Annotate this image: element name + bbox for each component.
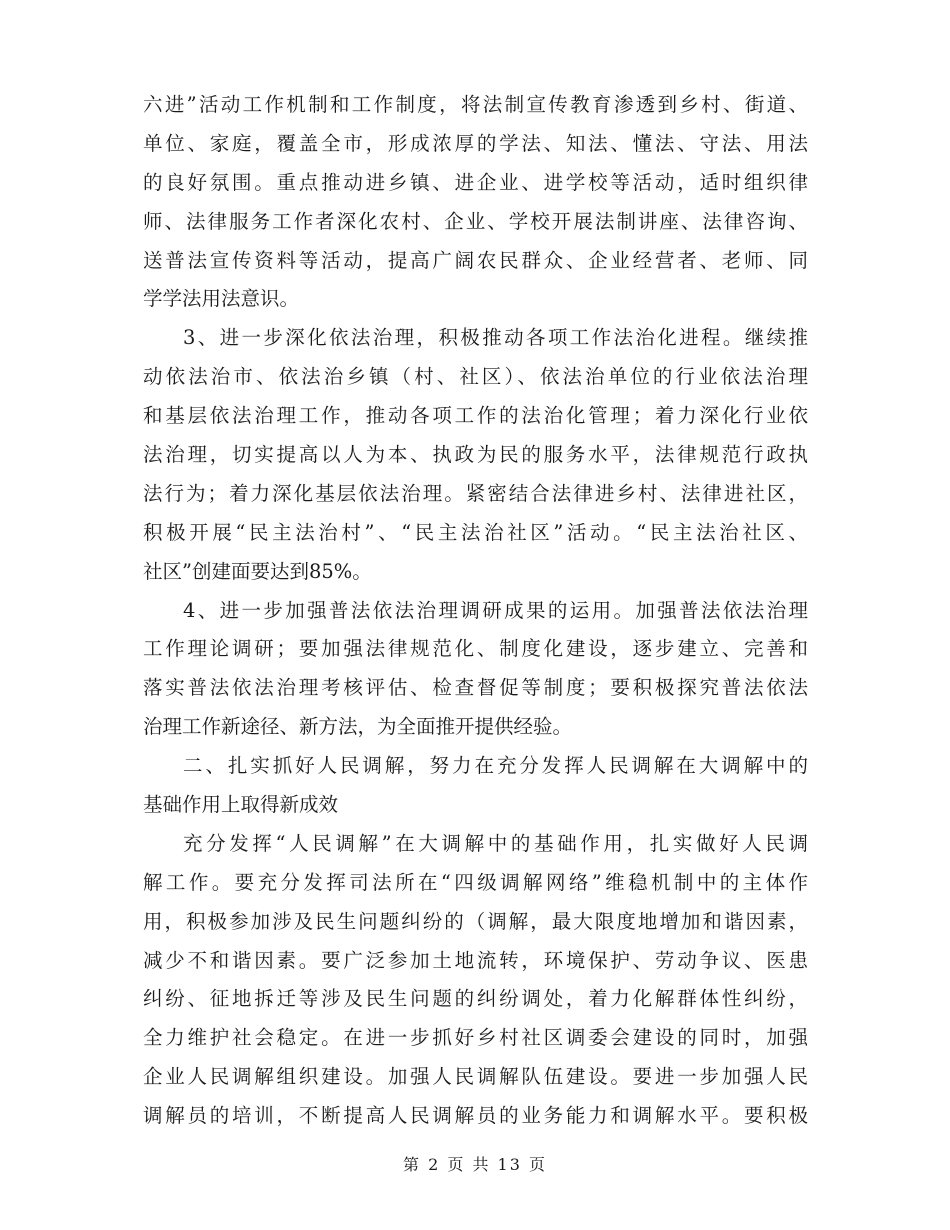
text-line: 和基层依法治理工作，推动各项工作的法治化管理；着力深化行业依 xyxy=(143,404,808,428)
text-line: 落实普法依法治理考核评估、检查督促等制度；要积极探究普法依法 xyxy=(143,676,808,700)
text-line: 企业人民调解组织建设。加强人民调解队伍建设。要进一步加强人民 xyxy=(143,1065,808,1089)
text-line: 全力维护社会稳定。在进一步抓好乡村社区调委会建设的同时，加强 xyxy=(143,1026,808,1050)
page-footer xyxy=(0,1153,950,1177)
text-line: 治理工作新途径、新方法，为全面推开提供经验。 xyxy=(143,715,573,739)
footer-total-pages: 13 xyxy=(497,1155,522,1174)
text-line: 纠纷、征地拆迁等涉及民生问题的纠纷调处，着力化解群体性纠纷， xyxy=(143,987,808,1011)
text-line: 4、进一步加强普法依法治理调研成果的运用。加强普法依法治理 xyxy=(183,598,808,622)
text-line: 社区”创建面要达到85%。 xyxy=(143,559,372,583)
text-line: 3、进一步深化依法治理，积极推动各项工作法治化进程。继续推 xyxy=(183,326,808,350)
text-line: 动依法治市、依法治乡镇（村、社区）、依法治单位的行业依法治理 xyxy=(143,365,808,389)
text-line: 法治理，切实提高以人为本、执政为民的服务水平，法律规范行政执 xyxy=(143,443,808,467)
text-line: 六进”活动工作机制和工作制度，将法制宣传教育渗透到乡村、街道、 xyxy=(143,93,808,116)
document-body xyxy=(143,86,808,1136)
text-line: 的良好氛围。重点推动进乡镇、进企业、进学校等活动，适时组织律 xyxy=(143,170,808,194)
text-line: 师、法律服务工作者深化农村、企业、学校开展法制讲座、法律咨询、 xyxy=(143,209,808,233)
text-line: 学学法用法意识。 xyxy=(143,287,300,311)
footer-suffix: 页 xyxy=(529,1155,548,1174)
text-line: 充分发挥“人民调解”在大调解中的基础作用，扎实做好人民调 xyxy=(183,831,808,855)
text-line: 工作理论调研；要加强法律规范化、制度化建设，逐步建立、完善和 xyxy=(143,637,808,661)
text-line: 单位、家庭，覆盖全市，形成浓厚的学法、知法、懂法、守法、用法 xyxy=(143,131,808,155)
text-line: 基础作用上取得新成效 xyxy=(143,793,339,817)
footer-page-number: 2 xyxy=(428,1155,441,1174)
text-line: 法行为；着力深化基层依法治理。紧密结合法律进乡村、法律进社区， xyxy=(143,481,808,505)
footer-prefix: 第 xyxy=(402,1155,421,1174)
text-line: 送普法宣传资料等活动，提高广阔农民群众、企业经营者、老师、同 xyxy=(143,248,808,272)
text-line: 用，积极参加涉及民生问题纠纷的（调解，最大限度地增加和谐因素， xyxy=(143,909,808,933)
text-line: 调解员的培训，不断提高人民调解员的业务能力和调解水平。要积极 xyxy=(143,1104,808,1128)
text-line: 减少不和谐因素。要广泛参加土地流转，环境保护、劳动争议、医患 xyxy=(143,948,808,972)
footer-middle: 页 共 xyxy=(447,1155,491,1174)
text-line: 积极开展“民主法治村”、“民主法治社区”活动。“民主法治社区、 xyxy=(143,520,808,544)
text-line: 二、扎实抓好人民调解，努力在充分发挥人民调解在大调解中的 xyxy=(183,754,808,778)
text-line: 解工作。要充分发挥司法所在“四级调解网络”维稳机制中的主体作 xyxy=(143,870,808,894)
